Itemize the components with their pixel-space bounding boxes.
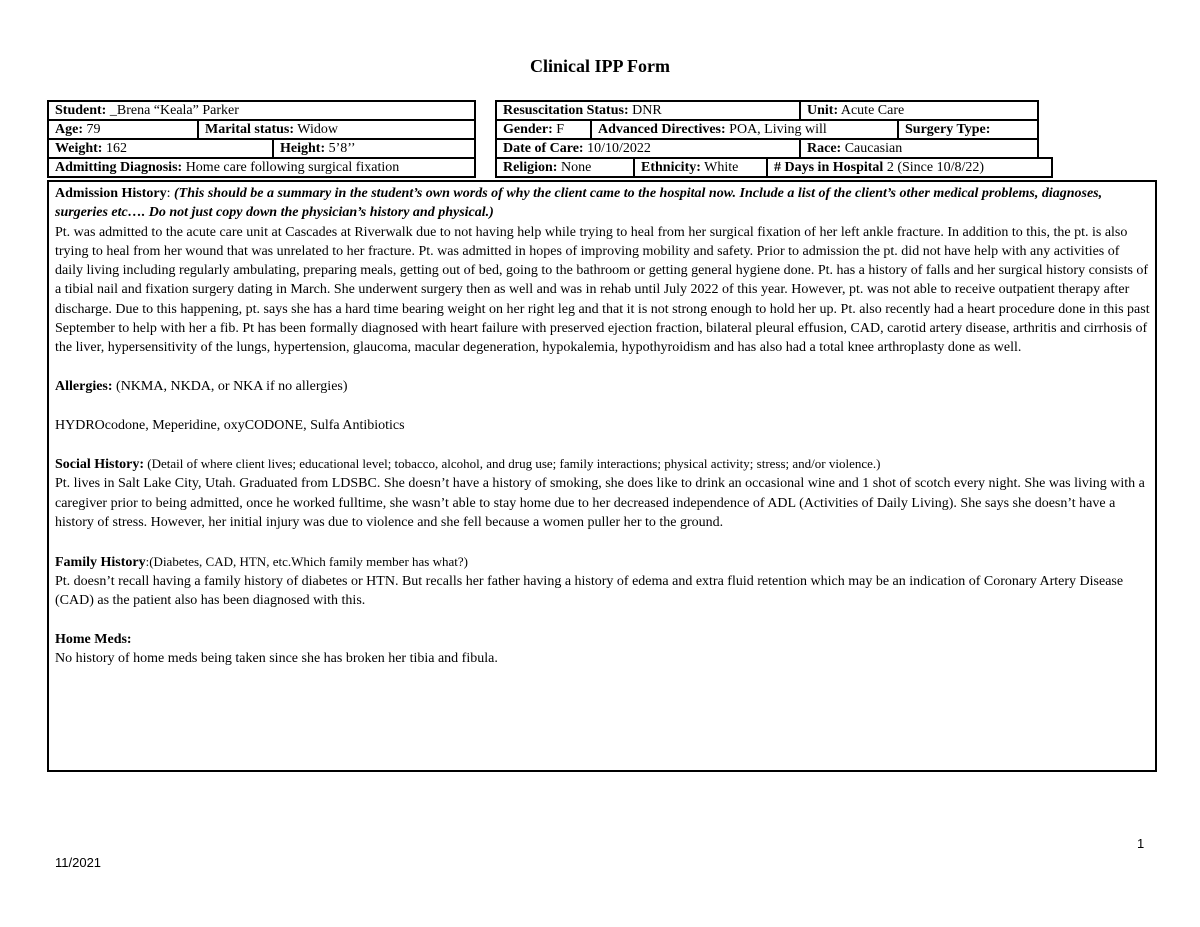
home-meds-text: No history of home meds being taken since she has broken her tibia and fibula.: [55, 651, 498, 667]
header-row-1: [48, 101, 1052, 120]
religion-cell: Religion: None: [496, 158, 634, 177]
page-title: Clinical IPP Form: [530, 56, 670, 76]
advanced-directives-cell: Advanced Directives: POA, Living will: [591, 120, 898, 139]
resuscitation-cell: Resuscitation Status: DNR: [496, 101, 800, 120]
surgery-type-cell: Surgery Type:: [898, 120, 1038, 139]
weight-cell: Weight: 162: [48, 139, 273, 158]
header-row-3: [48, 139, 1052, 158]
header-row-4: [48, 158, 1052, 177]
allergies-text: HYDROcodone, Meperidine, oxyCODONE, Sulfa Antibiotics: [55, 417, 405, 433]
family-history-heading: Family History:(Diabetes, CAD, HTN, etc.Which family member has what?): [55, 553, 468, 570]
header-row-2: [48, 120, 1052, 139]
days-in-hospital-cell: # Days in Hospital 2 (Since 10/8/22): [767, 158, 1052, 177]
footer-date: 11/2021: [55, 855, 102, 870]
allergies-heading: Allergies: (NKMA, NKDA, or NKA if no allergies): [55, 378, 348, 394]
student-name: _Brena “Keala” Parker: [106, 103, 239, 118]
admission-history-text: Pt. was admitted to the acute care unit at Cascades at Riverwalk due to not having help while trying to heal from her surgical fixation of her left ankle fracture. In addition to this, the pt. is also trying to heal from her wound that was unrelated to her fracture. Pt. was admitted in hopes of improving mobility and safety. Prior to admission the pt. did not have help with any activities of daily living including regularly ambulating, preparing meals, getting out of bed, going to the bathroom or getting general hygiene done. Pt. has a history of falls and her surgical history consists of a tibial nail and fixation surgery dating in March. She underwent surgery then as well and was in rehab until July 2022 of this year. However, pt. was not able to receive outpatient therapy after discharge. Due to this happening, pt. says she has a hard time bearing weight on her right leg and that it is not strong enough to hold her up. Pt. also recently had a heart procedure done in this past September to help with her a fib. Pt has been formally diagnosed with heart failure with preserved ejection fraction, bilateral pleural effusion, CAD, carotid artery disease, arthritis and cirrhosis of the liver, hypersensitivity of the lungs, hypertension, glaucoma, macular degeneration, hypokalemia, hypothyroidism and has also had a total knee arthroplasty done as well.: [55, 224, 1150, 356]
history-box: [47, 180, 1157, 772]
gender-cell: Gender: F: [496, 120, 591, 139]
admission-instructions: (This should be a summary in the student’s own words of why the client came to the hospital now. Include a list of the client’s other medical problems, diagnoses, surgeries etc…. Do not just copy down the physician’s history and physical.): [55, 186, 1103, 221]
student-cell: Student: _Brena “Keala” Parker: [48, 101, 475, 120]
unit-cell: Unit: Acute Care: [800, 101, 1038, 120]
family-history-text: Pt. doesn’t recall having a family history of diabetes or HTN. But recalls her father having a history of edema and extra fluid retention which may be an indication of Coronary Artery Disease (CAD) as the patient also has been diagnosed with this.: [55, 573, 1124, 609]
admission-history-heading: Admission History: (This should be a summary in the student’s own words of why the client came to the hospital now. Include a list of the client’s other medical problems, diagnoses, surgeries etc…. Do not just copy down the physician’s history and physical.): [55, 186, 1103, 221]
marital-status-cell: Marital status: Widow: [198, 120, 475, 139]
ethnicity-cell: Ethnicity: White: [634, 158, 767, 177]
social-history-heading: Social History: (Detail of where client lives; educational level; tobacco, alcohol, and drug use; family interactions; physical activity; stress; and/or violence.): [55, 456, 881, 473]
home-meds-heading: Home Meds:: [55, 631, 132, 647]
age-cell: Age: 79: [48, 120, 198, 139]
race-cell: Race: Caucasian: [800, 139, 1038, 158]
page-number: 1: [1137, 836, 1145, 851]
admitting-diagnosis-cell: Admitting Diagnosis: Home care following surgical fixation: [48, 158, 475, 177]
patient-header-table: [47, 100, 1053, 178]
social-history-text: Pt. lives in Salt Lake City, Utah. Graduated from LDSBC. She doesn’t have a history of smoking, she does like to drink an occasional wine and 1 shot of scotch every night. She was living with a caregiver prior to being admitted, once he worked fulltime, she wasn’t able to stay home due to her decreased independence of ADL (Activities of Daily Living). She says she doesn’t have a history of stress. However, her initial injury was due to violence and she fell because a women puller her to the ground.: [55, 476, 1145, 531]
date-of-care-cell: Date of Care: 10/10/2022: [496, 139, 800, 158]
height-cell: Height: 5’8’’: [273, 139, 475, 158]
